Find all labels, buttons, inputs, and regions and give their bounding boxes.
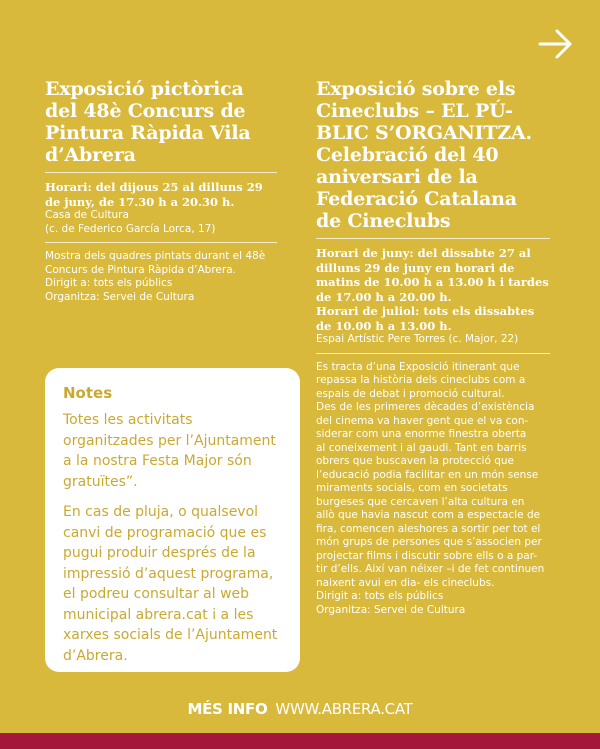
notes-line: organitzades per l’Ajuntament xyxy=(63,432,276,449)
description-line: repassa la història dels cineclubs com a xyxy=(316,374,526,386)
schedule-line: de 10.00 h a 13.00 h. xyxy=(316,318,452,333)
left-event-venue xyxy=(45,209,277,236)
notes-line: gratuïtes”. xyxy=(63,473,138,490)
title-line: d’Abrera xyxy=(45,144,136,166)
arrow-right-icon[interactable] xyxy=(538,28,574,60)
notes-line: municipal abrera.cat i a les xyxy=(63,606,254,623)
title-line: Exposició pictòrica xyxy=(45,78,244,100)
left-event xyxy=(45,78,277,304)
schedule-line: dilluns 29 de juny en horari de xyxy=(316,260,515,275)
description-line: Des de les primeres dècades d’existència xyxy=(316,401,535,413)
description-line: fira, comencen aleshores a sortir per tot el xyxy=(316,522,541,535)
right-event-schedule xyxy=(316,246,550,333)
notes-line: pugui produir després de la xyxy=(63,545,256,561)
schedule-line: Horari: del dijous 25 al dilluns 29 xyxy=(45,180,263,194)
notes-line: d’Abrera. xyxy=(63,647,128,664)
schedule-line: Horari de juliol: tots els dissabtes xyxy=(316,304,535,318)
title-line: Exposició sobre els xyxy=(316,78,516,100)
title-line: de Cineclubs xyxy=(316,210,451,232)
divider xyxy=(316,238,550,239)
title-line: Cineclubs – EL PÚ- xyxy=(316,100,513,122)
right-event-venue xyxy=(316,333,550,347)
title-line: BLIC S’ORGANITZA. xyxy=(316,122,532,144)
bottom-bar xyxy=(0,733,600,749)
notes-line: el podreu consultar al web xyxy=(63,586,250,602)
notes-line: En cas de pluja, o qualsevol xyxy=(63,504,259,520)
description-line: projectar films i discutir sobre ells o a par- xyxy=(316,549,538,562)
left-event-title xyxy=(45,78,277,166)
description-line: del cinema va haver gent que el va con- xyxy=(316,414,529,427)
description-line: obrers que buscaven la protecció que xyxy=(316,455,514,467)
description-line: Mostra dels quadres pintats durant el 48è xyxy=(45,250,266,262)
venue-line: Casa de Cultura xyxy=(45,209,129,221)
description-line: Dirigit a: tots els públics xyxy=(316,590,444,602)
title-line: del 48è Concurs de xyxy=(45,100,246,122)
description-line: naixent avui en dia- els cineclubs. xyxy=(316,576,495,589)
schedule-line: Horari de juny: del dissabte 27 al xyxy=(316,246,531,260)
description-line: siderar com una enorme finestra oberta xyxy=(316,428,527,440)
description-line: Organitza: Servei de Cultura xyxy=(316,603,466,616)
divider xyxy=(316,353,550,354)
notes-line: impressió d’aquest programa, xyxy=(63,565,274,582)
description-line: allò que havia nascut com a espectacle de xyxy=(316,509,541,521)
notes-line: a la nostra Festa Major són xyxy=(63,453,252,469)
notes-line: xarxes socials de l’Ajuntament xyxy=(63,627,278,643)
more-info-label: MÉS INFO xyxy=(187,700,268,718)
description-line: tir d’ells. Així van néixer –i de fet continuen xyxy=(316,563,545,575)
notes-box xyxy=(45,368,300,672)
venue-line: (c. de Federico García Lorca, 17) xyxy=(45,222,216,235)
notes-paragraph-free xyxy=(63,410,282,492)
notes-line: canvi de programació que es xyxy=(63,524,267,541)
description-line: burgeses que cercaven l’alta cultura en xyxy=(316,495,525,508)
description-line: Es tracta d’una Exposició itinerant que xyxy=(316,360,520,373)
left-event-description xyxy=(45,250,277,304)
description-line: al coneixement i al gaudi. Tant en barris xyxy=(316,441,527,454)
footer xyxy=(0,700,600,718)
description-line: miraments socials, com en societats xyxy=(316,482,508,494)
title-line: Celebració del 40 xyxy=(316,144,499,166)
divider xyxy=(45,172,277,173)
title-line: Pintura Ràpida Vila xyxy=(45,122,251,144)
left-event-schedule xyxy=(45,180,277,209)
description-line: Organitza: Servei de Cultura xyxy=(45,290,195,303)
description-line: món grups de persones que s’associen per xyxy=(316,536,542,548)
schedule-line: matins de 10.00 h a 13.00 h i tardes xyxy=(316,275,549,289)
right-event-description xyxy=(316,361,550,618)
title-line: Federació Catalana xyxy=(316,188,517,210)
description-line: l’educació podia facilitar en un món sense xyxy=(316,468,539,481)
description-line: Concurs de Pintura Ràpida d’Abrera. xyxy=(45,263,236,276)
notes-paragraph-rain xyxy=(63,502,282,666)
divider xyxy=(45,242,277,243)
venue-line: Espai Artístic Pere Torres (c. Major, 22) xyxy=(316,333,519,345)
notes-title: Notes xyxy=(63,384,113,402)
right-event-title xyxy=(316,78,550,232)
notes-line: Totes les activitats xyxy=(63,412,193,428)
right-event xyxy=(316,78,550,617)
schedule-line: de 17.00 h a 20.00 h. xyxy=(316,289,452,304)
website-link[interactable]: WWW.ABRERA.CAT xyxy=(275,700,413,718)
description-line: Dirigit a: tots els públics xyxy=(45,277,173,289)
title-line: aniversari de la xyxy=(316,166,478,188)
description-line: espais de debat i promoció cultural. xyxy=(316,387,505,400)
schedule-line: de juny, de 17.30 h a 20.30 h. xyxy=(45,194,235,209)
